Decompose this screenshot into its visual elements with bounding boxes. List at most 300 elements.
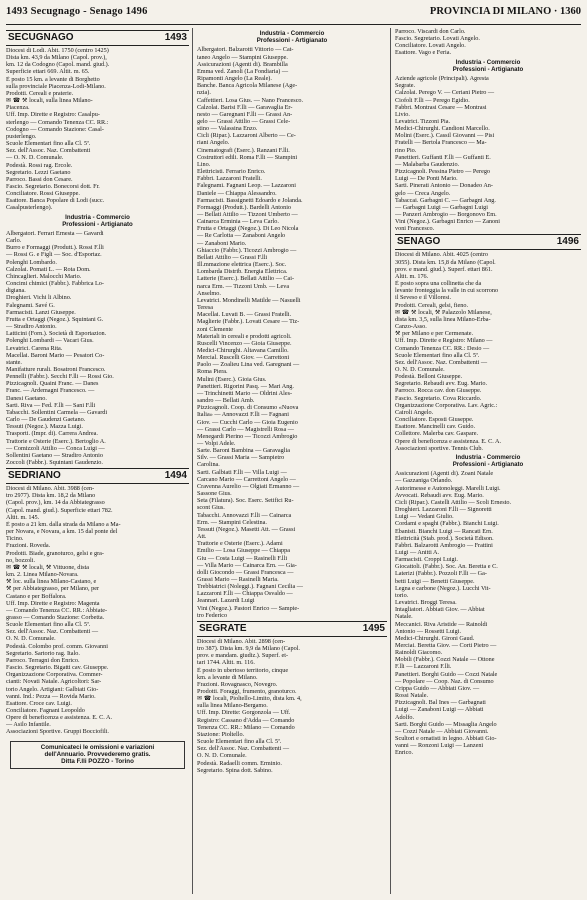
trade-listings	[395, 75, 581, 232]
text-line: Albergatori. Balzarotti Vittorio — Cat-	[197, 46, 294, 54]
text-line: dista km. 3,5, sulla linea Milano-Erba-	[395, 315, 491, 323]
text-line: sandro — Bellati Amb.	[197, 397, 255, 405]
text-line: Diocesi di Milano. Abit. 4025 (centro	[395, 251, 488, 259]
text-line: Registro: Cassano d'Adda — Comando	[197, 716, 295, 724]
text-line: Castano e per Boffalora.	[6, 592, 67, 600]
text-line: Tessuti (Negoz.). Mazza Luigi.	[6, 423, 83, 431]
text-line: Luigi — De Ponti Mario.	[395, 175, 458, 183]
trade-listings	[6, 230, 189, 466]
text-line: — Panzeri Ambrogio — Borgonovo Em.	[395, 211, 497, 218]
text-line: Podestà. Colombo prof. comm. Giovanni	[6, 642, 108, 650]
text-line: Autorimesse e Autonoleggi. Marelli Luigi.	[395, 484, 501, 492]
text-line: Dista km. 43,9 da Milano (Capol. prov.),	[6, 54, 107, 62]
text-line: Polenghi Lombardo.	[6, 258, 57, 266]
text-line: Fascio. Segretario. Bonecorsi dott. Fr.	[6, 182, 100, 190]
text-line: Trattorie e Osterie (Eserc.). Adami	[197, 540, 283, 548]
category-heading	[395, 59, 581, 73]
text-line: Emma ved. Zanoli (La Fondiaria) —	[197, 67, 289, 75]
text-line: Elettricità (Stab. prod.). Società Edison.	[395, 534, 494, 542]
text-line: Caffettieri. Losa Gius. — Nano Francesco.	[197, 96, 304, 104]
text-line: Sollentini Gaetano — Stradiro Antonio	[6, 451, 103, 459]
text-line: ⚒ per Milano e per Cermenate.	[395, 330, 474, 338]
text-line: Esattore. Banca Popolare di Lodi (succ.	[6, 197, 105, 205]
text-line: Superficie ettari 669. Altit. m. 65.	[6, 68, 90, 76]
text-line: vanni — Ronzoni Luigi — Lanzeni	[395, 742, 484, 750]
text-line: O. N. D. Comunale.	[395, 365, 445, 373]
text-line: Frutta e Ortaggi (Negoz.). Di Leo Nicola	[197, 225, 299, 233]
text-line: Segretario. Sartorio rag. Italo.	[6, 649, 80, 657]
text-line: — Comizzoli Attilio — Conca Luigi —	[6, 444, 105, 452]
text-line: tro 387). Dista km. 9,9 da Milano (Capol.	[197, 645, 300, 653]
text-line: — Rossi G. e Figli — Soc. d'Esportaz.	[6, 251, 102, 259]
text-line: Droghieri. Lazzaroni F.lli — Signoretti	[395, 506, 492, 514]
text-line: Latterie (Eserc.). Bellati Attilio — Cai-	[197, 275, 295, 283]
advertisement-box	[10, 741, 185, 769]
text-line: Livio.	[395, 110, 410, 118]
text-line: Uff. Imp. Dirette: Gorgonzola — Uff.	[197, 709, 291, 717]
text-line: Att.	[197, 533, 207, 541]
text-line: Antonio — Rossetti Luigi.	[395, 627, 462, 635]
text-line: Paolo — Zoalieu Lina ved. Garegnani —	[197, 361, 300, 369]
text-line: torio.	[395, 591, 409, 599]
text-line: — Villa Mario — Cainarca Ern. — Gia-	[197, 561, 297, 569]
text-line: Fascio. Segretario. Cova Riccardo.	[395, 394, 482, 402]
text-line: Sarte. Baroni Bambina — Garavaglia	[197, 447, 290, 455]
text-line: nesto — Garegnani F.lli — Grassi An-	[197, 110, 293, 118]
text-line: Calzolai. Perego V. — Ceriani Pietro —	[395, 89, 495, 97]
text-line: È posto in ubertoso territorio, cinque	[197, 666, 289, 674]
text-line: vanni. Ind.: Pezza — Rovida Mario.	[6, 692, 96, 700]
text-line: Sassone Gius.	[197, 490, 232, 498]
category-heading	[6, 214, 189, 228]
text-line: Lino.	[197, 160, 211, 168]
text-line: Industria - Commercio	[259, 30, 325, 37]
text-line: Esattore. Croce cav. Luigi.	[6, 699, 72, 707]
text-line: Meccanici. Riva Aristide — Rainoldi	[395, 620, 488, 628]
text-line: Medici-Chirurghi. Gironi Gaud.	[395, 634, 475, 642]
municipality-info	[395, 28, 581, 57]
text-line: levante fronteggia la valle in cui scorrono	[395, 287, 499, 295]
text-line: Prodotti. Biade, granoturco, gelsi e gra-	[6, 549, 104, 557]
text-line: sulla provinciale Piacenza-Lodi-Milano.	[6, 82, 106, 90]
text-line: Silv. — Grassi Maria — Sampietro	[197, 454, 285, 462]
text-line: digiana.	[6, 287, 26, 295]
text-line: Trebbiatrici (Noleggi.). Fagnani Cecilia —	[197, 583, 303, 591]
text-line: — Asilo Infantile.	[6, 721, 51, 729]
text-line: Zoccoli (Fabbr.). Squintani Gaudenzio.	[6, 459, 103, 466]
text-line: — Gazzaniga Orlando.	[395, 477, 453, 485]
text-line: Diocesi di Milano. Abit. 2898 (cen-	[197, 637, 286, 645]
text-line: Grassi Mario — Rasinelli Maria.	[197, 575, 279, 583]
text-line: Fascio. Segretario. Lovati Angelo.	[395, 35, 480, 43]
text-line: Fabbri. Montrasi Cesare — Montrasi	[395, 103, 487, 111]
text-line: Scultori e ornatisti in legno. Abbiati Gio-	[395, 735, 497, 743]
text-line: km. a levante di Milano.	[197, 673, 258, 681]
text-line: Farmacisti. Bassignetti Edoardo e Jolanda.	[197, 196, 303, 204]
text-line: Laterizi (Fabbr.). Pozzoli F.lli — Ga-	[395, 570, 487, 578]
text-line: taneo Angelo — Stampini Giuseppe.	[197, 53, 288, 61]
text-line: Roma Piera.	[197, 368, 228, 376]
text-line: Opere di beneficenza e assistenza. E. C. A.	[6, 714, 113, 722]
text-line: Chincaglieri. Malocchi Mario.	[6, 272, 82, 280]
text-line: Uff. Imp. Dirette e Registro: Casalpu-	[6, 111, 100, 119]
text-line: (Capol. mand. giud.). Superficie ettari 782.	[6, 506, 113, 514]
text-line: Ripamonti Angelo (La Reale).	[197, 75, 272, 83]
text-line: betti Luigi — Benetti Giuseppe.	[395, 577, 475, 585]
text-line: Fascio. Segretario. Bigatti cav. Giuseppe.	[6, 664, 109, 672]
text-line: Sarti. Riva — Fed. F.lli — Sani F.lli	[6, 401, 96, 409]
text-line: Jeannari. Lazardi Luigi	[197, 597, 255, 605]
text-line: Parroco. Terragni don Enrico.	[6, 656, 80, 664]
text-line: scont Gius.	[197, 504, 225, 512]
text-line: Sarti. Borghi Guido — Missaglia Angelo	[395, 720, 497, 728]
text-line: narca Erm. — Tizzoni Umb. — Leva	[197, 282, 290, 290]
text-line: Ruscelli Vincenzo — Gioia Giuseppe.	[197, 339, 292, 347]
text-line: F.lli — Lazzaroni F.lli.	[395, 663, 452, 671]
text-line: Luigi — Anitti A.	[395, 548, 440, 556]
text-line: Seta (Filatura). Soc. Eserc. Setifici Ru-	[197, 497, 294, 505]
text-line: Cicli (Ripar.). Lazzaroni Alberto — Ce-	[197, 132, 296, 140]
text-line: Concimi chimici (Fabbr.). Fabbrica Lo-	[6, 280, 104, 288]
text-line: Enrico.	[395, 749, 414, 757]
text-line: tro Federico	[197, 611, 228, 619]
text-line: Professioni - Artigianato	[452, 461, 524, 469]
text-line: Crippa Guido — Abbiati Giov. —	[395, 684, 480, 692]
text-line: Farmacisti. Lanzi Giuseppe.	[6, 308, 76, 316]
text-line: Ciofoli F.lli — Perego Egidio.	[395, 96, 470, 104]
municipality-heading	[6, 468, 189, 484]
text-line: Prodotti. Foraggi, frumento, granoturco.	[197, 688, 297, 695]
municipality-number: 1496	[556, 236, 579, 248]
text-line: Pennelli (Fabbr.). Secchi F.lli — Rossi Gio.	[6, 373, 114, 381]
text-line: gelo — Grassi Attilio — Grassi Cele-	[197, 117, 291, 125]
text-line: Conciliatore. Esposti Giuseppe.	[395, 416, 474, 424]
text-line: stino — Valassina Enzo.	[197, 125, 258, 133]
text-line: Professioni - Artigianato	[256, 37, 328, 45]
text-line: Parroco. Bassi don Cesare.	[6, 175, 73, 183]
text-line: Sez. dell'Assoc. Naz. Combattenti —	[6, 628, 99, 636]
text-line: Industria - Commercio	[65, 213, 130, 221]
text-line: Ill.mmazione elettrica (Eserc.). Soc.	[197, 261, 287, 269]
text-line: Latticini (Forn.). Società di Esportazion.	[6, 330, 107, 338]
municipality-name: SENAGO	[397, 236, 441, 248]
text-line: Collettore. Malerba cav. Gaspare.	[395, 430, 479, 438]
text-line: Fabbri. Balzarotti Ambrogio — Frattini	[395, 541, 493, 549]
text-line: Trattorie e Osterie (Eserc.). Bertoglio A.	[6, 437, 106, 445]
text-line: Adolfo.	[395, 713, 415, 721]
text-line: Tabacchi. Sollentini Carmela — Gavardi	[6, 408, 108, 416]
text-line: Calzolai. Barisi F.lli — Garavaglia Er-	[197, 103, 293, 111]
text-line: Banche. Banca Agricola Milanese (Age-	[197, 82, 298, 90]
text-line: Frutta e Ortaggi (Negoz.). Squintani G.	[6, 315, 104, 323]
text-line: È posto sopra una collinetta che da	[395, 280, 482, 288]
text-line: Rossi Natale.	[395, 692, 428, 700]
municipality-info	[197, 638, 387, 774]
text-line: per Novara, e Novara, a km. 15 dal ponte del	[6, 528, 118, 536]
text-line: — Stradiro Antonio.	[6, 323, 57, 331]
text-line: Uff. Imp. Dirette e Registro: Magenta	[6, 599, 100, 607]
text-line: Legna e carbone (Negoz.). Lucchi Vit-	[395, 584, 491, 592]
text-line: pusterlengo.	[6, 132, 37, 140]
text-line: Giov. — Cucchi Carlo — Gioia Eugenio	[197, 418, 298, 426]
text-line: Levatrici. Carena Rita.	[6, 344, 63, 352]
text-line: Frazioni. Roveda.	[6, 542, 51, 550]
text-line: Assicurazioni (Agenti di). Zoani Natale	[395, 470, 494, 478]
text-line: — Volpi Adele.	[197, 440, 236, 447]
text-line: Sez. dell'Assoc. Naz. Combattenti —	[395, 358, 488, 366]
text-line: Scuole Elementari fino alla Cl. 5ª.	[6, 621, 91, 629]
text-line: Carolina.	[197, 461, 220, 469]
text-line: Panettieri. Guffanti F.lli — Guffanti E.	[395, 153, 491, 161]
header-page-range: 1493 Secugnago - Senago 1496	[6, 6, 148, 17]
text-line: nzia).	[197, 89, 211, 97]
text-line: ⚒ per Abbiategrasso, per Milano, per	[6, 585, 100, 593]
municipality-info	[6, 47, 189, 212]
text-line: Falegnami. Savé G.	[6, 301, 55, 309]
text-line: ✉ ☎ locali, Pioltello-Limito, dista km. 4,	[197, 695, 302, 703]
municipality-info	[395, 251, 581, 451]
text-line: Cainarca Erminia — Leva Carlo.	[197, 218, 279, 226]
text-line: prov. e mand. giud.). Superf. ettari 861.	[395, 265, 493, 273]
text-line: Panettieri. Rigorini Pasq. — Mari Ang.	[197, 382, 294, 390]
text-line: Piacenza.	[6, 104, 30, 112]
text-line: È posto a 21 km. dalla strada da Milano a Ma-	[6, 520, 121, 528]
text-line: prov. e mandam. giudiz.). Superf. et-	[197, 652, 289, 660]
text-line: Natale.	[395, 613, 413, 621]
text-line: Pizzicagnoli. Coop. di Consumo «Nuova	[197, 404, 299, 412]
text-line: Menegardi Pierino — Ticozzi Ambrogio	[197, 432, 298, 440]
text-line: Fratelli — Bertola Francesco — Ma-	[395, 139, 487, 147]
text-line: Vini (Negoz.). Pastori Enrico — Sampie-	[197, 604, 300, 612]
text-line: Intagliatori. Abbiati Giov. — Abbiat	[395, 606, 485, 614]
municipality-number: 1493	[164, 32, 187, 43]
municipality-info	[6, 485, 189, 735]
text-line: Segrate.	[395, 82, 416, 90]
text-line: Associazioni sportive. Tennis Club.	[395, 444, 483, 452]
text-line: Codogno — Comando Stazione: Casal-	[6, 125, 104, 133]
text-line: Medici-Chirurghi. Candioni Marcello.	[395, 125, 490, 133]
text-line: Levatrici. Broggi Teresa.	[395, 599, 457, 607]
text-line: Lombarda Distrib. Energia Elettrica.	[197, 268, 288, 276]
text-line: Segretario. Lezzi Gaetano	[6, 168, 71, 176]
text-line: Pizzicagnoli. Quaini Franc. — Danes	[6, 380, 99, 388]
text-line: Farmacisti. Croppi Luigi.	[395, 556, 458, 564]
text-line: Esattore. Vago e Feria.	[395, 49, 452, 57]
text-line: (Capol. prov.), km. 14 da Abbiategrasso	[6, 499, 105, 507]
text-line: Carlo.	[6, 237, 22, 245]
text-line: — Comando Tenenza CC. RR.: Abbiate-	[6, 606, 108, 614]
municipality-heading	[6, 30, 189, 46]
text-line: — Re Carlotta — Zanaboni Angelo	[197, 232, 286, 240]
text-line: Segretario. Rebaudi avv. Eug. Mario.	[395, 380, 488, 388]
text-line: — Garbagni Luigi — Garbagni Luigi	[395, 203, 488, 211]
text-line: Conciliatore. Lovati Angelo.	[395, 42, 466, 50]
text-line: Formaggi (Produtt.). Bardelli Antonio	[197, 203, 292, 211]
text-line: Diocesi di Milano. Abit. 3988 (cen-	[6, 485, 95, 493]
text-line: Tenenza CC. RR.: Milano — Comando	[197, 723, 295, 731]
text-line: Giocattoli. (Fabbr.). Soc. An. Beretta e C.	[395, 563, 498, 571]
text-line: Panettieri. Borghi Guido — Cozzi Natale	[395, 670, 498, 678]
text-line: Teresa	[197, 304, 214, 312]
trade-listings	[395, 470, 581, 756]
municipality-number: 1495	[362, 622, 385, 634]
text-line: Industria - Commercio	[455, 453, 521, 461]
header-province: PROVINCIA DI MILANO · 1360	[429, 6, 581, 17]
municipality-name: SEGRATE	[199, 622, 247, 634]
text-line: Ticino.	[6, 535, 24, 543]
text-line: Ebanisti. Bianchi Luigi — Rancati Ern.	[395, 527, 493, 535]
column-2	[197, 28, 387, 894]
text-line: tari 1744. Altit. m. 116.	[197, 659, 255, 667]
category-heading	[197, 30, 387, 44]
text-line: Mercial. Ruscelli Giov. — Carrettoni	[197, 354, 290, 362]
text-line: — O. N. D. Comunale.	[6, 154, 64, 162]
text-line: Scuole Elementari fino alla Cl. 5ª.	[197, 738, 282, 746]
text-line: ⚒ loc. sulla linea Milano-Castano, e	[6, 578, 97, 586]
text-line: Frazioni. Rovagnasco, Novegro.	[197, 680, 278, 688]
text-line: Pizzicagnoli. Pessina Pietro — Perego	[395, 168, 491, 176]
text-line: È posto 15 km. a levante di Borghetto	[6, 75, 100, 83]
text-line: Ghiaccio (Fabbr.). Ticozzi Ambrogio —	[197, 246, 297, 254]
text-line: Rainoldi Giacomo.	[395, 649, 443, 657]
text-line: ✉ ☎ ⚒ locali, ⚒ Palazzolo Milanese,	[395, 308, 492, 316]
text-line: Luigi — Vedani Giulio.	[395, 513, 454, 521]
column-divider	[192, 28, 193, 894]
text-line: Cinematografi (Eserc.). Ranzani F.lli.	[197, 146, 290, 154]
text-line: Comando Tenenza CC. RR.: Desio —	[395, 344, 490, 352]
text-line: voni Francesco.	[395, 225, 435, 233]
text-line: il Seveso e il Villoresi.	[395, 294, 452, 302]
text-line: Cordami e spaghi (Fabbr.). Bianchi Luigi.	[395, 520, 499, 528]
text-line: Cravenna Aurelio — Olgiati Ermanno —	[197, 482, 300, 490]
text-line: Scuole Elementari fino alla Cl. 5ª.	[395, 351, 480, 359]
text-line: grasso — Comando Stazione: Corbetta.	[6, 613, 105, 621]
text-line: Tessuti (Negoz.). Masetti Att. — Grassi	[197, 525, 296, 533]
text-line: km. 2. Linea Milano-Novara.	[6, 571, 79, 579]
text-line: sulla linea Milano-Bergamo.	[197, 702, 268, 710]
trade-listings	[197, 46, 387, 619]
municipality-number: 1494	[164, 470, 187, 482]
text-line: Falegnami. Fagnani Leop. — Lazzaroni	[197, 182, 296, 190]
text-line: dell'Annuario. Provvederemo gratis.	[44, 751, 151, 759]
text-line: Professioni - Artigianato	[62, 220, 133, 228]
text-line: Cicli (Ripar.). Castelli Attilio — Scoli Ernesto.	[395, 498, 512, 506]
text-line: Merciai. Beretta Giov. — Corti Pietro —	[395, 642, 497, 649]
text-line: Levatrici. Mondinelli Matilde — Nasuelli	[197, 296, 301, 304]
text-line: Canzo-Asso.	[395, 323, 427, 331]
column-3	[395, 28, 581, 894]
text-line: Uff. Imp. Dirette e Registro: Milano —	[395, 337, 493, 345]
municipality-heading	[395, 234, 581, 250]
text-line: tro 2977). Dista km. 18,2 da Milano	[6, 492, 96, 500]
text-line: Opere di beneficenza e assistenza. E. C. A.	[395, 437, 502, 445]
text-line: Luigi — Zanaboni Luigi — Abbiati	[395, 706, 484, 714]
text-line: Segretario. Spina dott. Sabino.	[197, 766, 273, 774]
text-line: Pizzicagnoli. Bal Ines — Garbagnati	[395, 699, 486, 707]
text-line: Costruttori edili. Roma F.lli — Stampini	[197, 153, 298, 161]
text-line: Tabaccai. Garbagni C. — Garbagni Ang.	[395, 196, 496, 204]
text-line: rino Pio.	[395, 146, 417, 154]
text-line: Italia» — Annovazzi F.lli — Fagnani	[197, 411, 289, 419]
text-line: ✉ ☎ ⚒ locali, sulla linea Milano-	[6, 97, 93, 105]
text-line: Parroco. Rocca cav. don Giuseppe.	[395, 387, 482, 395]
text-line: Podestà. Radaelli comm. Erminio.	[197, 759, 282, 767]
text-line: Macellai. Baroni Mario — Pesatori Co-	[6, 351, 105, 359]
text-line: km. 12 da Codogno (Capol. mand. giud.).	[6, 61, 110, 69]
text-line: Vini (Negoz.). Garbagni Enrico — Zanoni	[395, 218, 500, 226]
text-line: Tabacchi. Annovazzi F.lli — Cainarca	[197, 511, 292, 519]
text-line: cianti: Novati Natale. Agricoltori: Sar-	[6, 678, 102, 686]
text-line: Sarti. Pinerati Antonio — Donadeo An-	[395, 182, 493, 190]
text-line: Polenghi Lombardi — Vacari Gius.	[6, 337, 94, 345]
text-line: Organizzazione Corporativa. Lav. Agric.:	[395, 401, 498, 409]
text-line: no, bozzoli.	[6, 556, 36, 564]
text-line: — Bellati Attilio — Tizzoni Umberto —	[197, 211, 298, 218]
text-line: Ditta F.lli POZZO - Torino	[61, 758, 134, 766]
text-line: Materiali in cereali e prodotti agricoli.	[197, 332, 292, 340]
text-line: zoni Clemente	[197, 325, 233, 333]
text-line: 3055). Dista km. 15,8 da Milano (Capol.	[395, 258, 496, 266]
municipality-heading	[197, 621, 387, 637]
text-line: — Popolare — Coop. Naz. di Consumo	[395, 677, 494, 685]
text-line: Professioni - Artigianato	[452, 65, 524, 73]
text-line: Manifatture rurali. Bosatroni Francesco.	[6, 365, 106, 373]
text-line: Elettricisti. Ferrario Enrico.	[197, 168, 266, 176]
text-line: Droghieri. Vichi li Albino.	[6, 294, 72, 302]
text-line: Carlo — De Gaudenzi Gaetano.	[6, 416, 86, 424]
text-line: Carcano Mario — Carrettoni Angelo —	[197, 475, 296, 483]
text-line: Franc. — Ardemagni Francesco. —	[6, 387, 95, 395]
text-line: Podestà. Rossi rag. Ercole.	[6, 161, 73, 169]
text-line: Scuole Elementari fino alla Cl. 5ª.	[6, 140, 91, 148]
text-line: Lazzaroni F.lli — Chiappa Osvaldo —	[197, 590, 293, 598]
text-line: Albergatori. Ferrari Ernesta — Gavardi	[6, 230, 104, 237]
text-line: — Cozzi Natale — Abbiati Giovanni.	[395, 727, 489, 735]
municipality-name: SEDRIANO	[8, 470, 61, 482]
text-line: Organizzazione Corporativa. Commer-	[6, 671, 103, 679]
text-line: Industria - Commercio	[455, 58, 521, 66]
text-line: — Zanaboni Mario.	[197, 239, 247, 247]
text-line: — Trinchinetti Mario — Oldrini Ales-	[197, 389, 293, 397]
column-1	[6, 28, 189, 894]
text-line: Altit. m. 145.	[6, 513, 40, 521]
text-line: Associazioni Sportive. Gruppi Bocciofili.	[6, 728, 109, 736]
text-line: sterlengo — Comando Tenenza CC. RR.:	[6, 118, 109, 126]
text-line: Comunicateci le omissioni e variazioni	[40, 743, 155, 751]
text-line: Diocesi di Lodi. Abit. 1750 (centro 1425)	[6, 47, 109, 54]
text-line: Sez. dell'Assoc. Naz. Combattenti —	[197, 745, 290, 753]
text-line: Conciliatore. Fagnani Leopoldo	[6, 707, 85, 714]
text-line: Medici-Chirurghi. Altavana Camillo.	[197, 346, 289, 354]
text-line: Conciliatore. Rossi Giuseppe.	[6, 190, 80, 198]
text-line: torio Angelo. Artigiani: Galbiati Gio-	[6, 685, 99, 693]
text-line: Sarti. Galbiati F.lli — Villa Luigi —	[197, 468, 287, 476]
text-line: Bellati Attilio — Grassi F.lli	[197, 253, 268, 261]
text-line: Assicurazioni (Agenti di). Brambilla	[197, 60, 288, 68]
text-line: Podestà. Belloni Giuseppe.	[395, 373, 463, 381]
text-line: Mobili (Fabbr.). Cozzi Natale — Ottone	[395, 656, 495, 664]
text-line: Anselmo.	[197, 289, 221, 297]
category-heading	[395, 454, 581, 468]
text-line: stante.	[6, 358, 22, 366]
text-line: Emilio — Losa Giuseppe — Chiappa	[197, 547, 290, 555]
text-line: Maglierie (Fabbr.). Lovati Cesare — Tiz-	[197, 318, 300, 326]
text-line: gelo — Creca Angelo.	[395, 189, 451, 197]
municipality-name: SECUGNAGO	[8, 32, 74, 43]
text-line: Cairoli Angelo.	[395, 408, 434, 416]
text-line: Altit. m. 176.	[395, 272, 429, 280]
text-line: Danesi Gaetano.	[6, 394, 47, 402]
